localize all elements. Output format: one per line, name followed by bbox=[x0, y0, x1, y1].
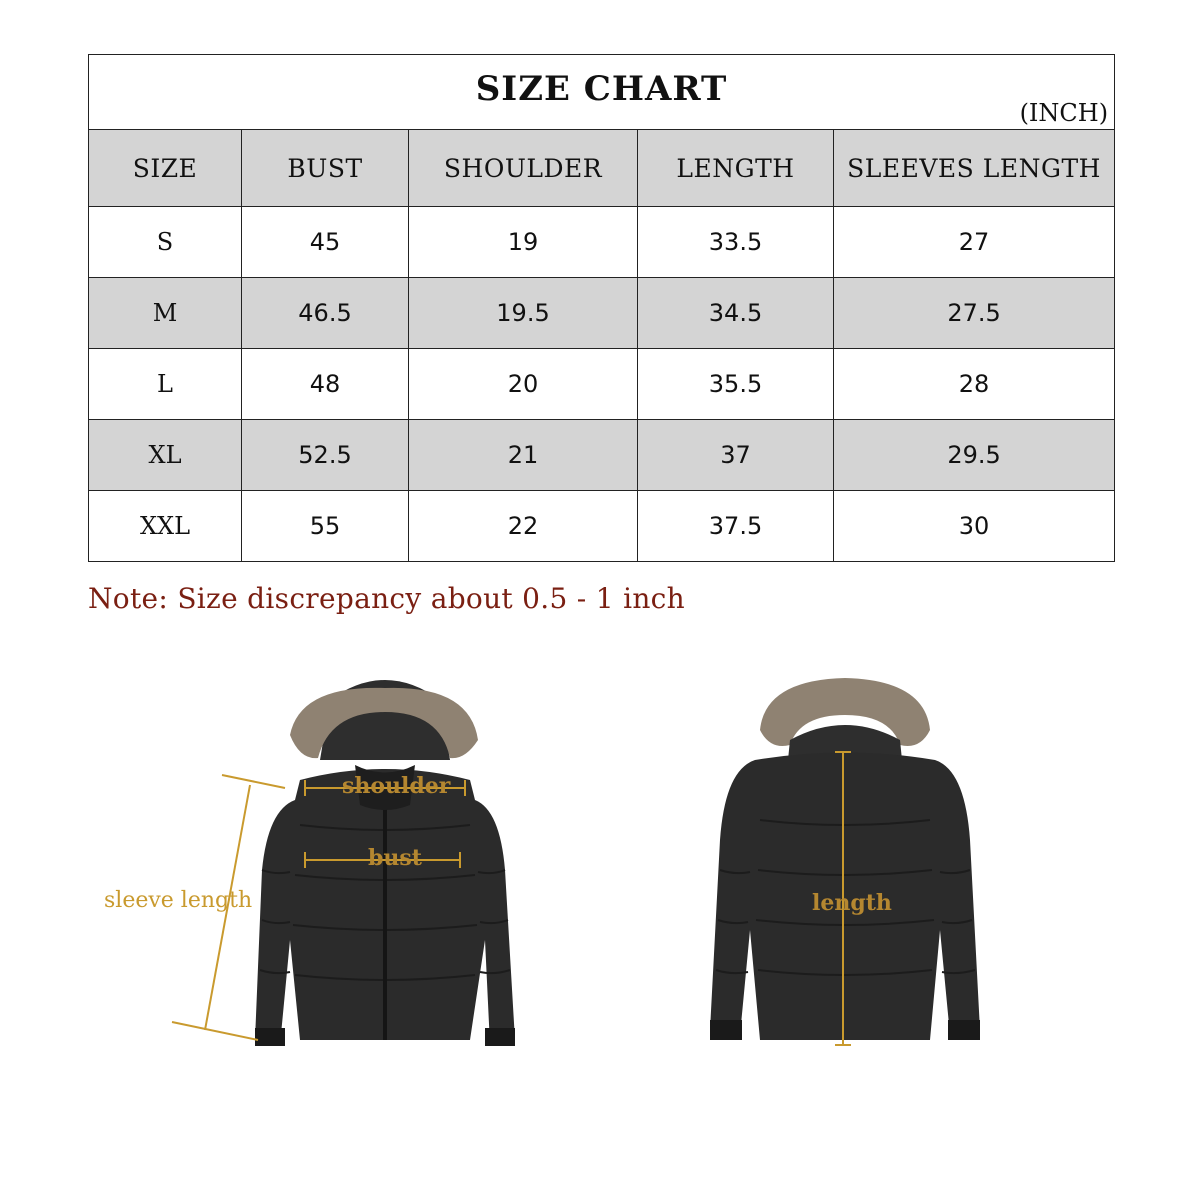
sleeves-length-cell: 27 bbox=[834, 207, 1115, 278]
header-bust: BUST bbox=[242, 130, 409, 207]
size-cell: M bbox=[89, 278, 242, 349]
chart-title-cell bbox=[89, 55, 1115, 130]
size-cell: L bbox=[89, 349, 242, 420]
sleeves-length-cell: 28 bbox=[834, 349, 1115, 420]
sleeves-length-cell: 27.5 bbox=[834, 278, 1115, 349]
table-row bbox=[89, 491, 1115, 562]
shoulder-cell: 19 bbox=[409, 207, 638, 278]
chart-title: SIZE CHART bbox=[475, 69, 728, 109]
jacket-illustrations bbox=[0, 640, 1200, 1100]
header-sleeves-length: SLEEVES LENGTH bbox=[834, 130, 1115, 207]
sleeves-length-cell: 29.5 bbox=[834, 420, 1115, 491]
size-chart-table bbox=[88, 54, 1115, 562]
length-cell: 37 bbox=[638, 420, 834, 491]
bust-cell: 48 bbox=[242, 349, 409, 420]
jacket-drawing bbox=[0, 640, 1200, 1100]
shoulder-cell: 19.5 bbox=[409, 278, 638, 349]
length-cell: 35.5 bbox=[638, 349, 834, 420]
bust-cell: 52.5 bbox=[242, 420, 409, 491]
table-row bbox=[89, 349, 1115, 420]
bust-cell: 55 bbox=[242, 491, 409, 562]
length-cell: 33.5 bbox=[638, 207, 834, 278]
size-cell: XL bbox=[89, 420, 242, 491]
sleeves-length-cell: 30 bbox=[834, 491, 1115, 562]
size-cell: XXL bbox=[89, 491, 242, 562]
length-cell: 37.5 bbox=[638, 491, 834, 562]
length-label: length bbox=[812, 890, 892, 916]
bust-cell: 46.5 bbox=[242, 278, 409, 349]
length-cell: 34.5 bbox=[638, 278, 834, 349]
header-length: LENGTH bbox=[638, 130, 834, 207]
table-row bbox=[89, 420, 1115, 491]
header-row bbox=[89, 130, 1115, 207]
header-shoulder: SHOULDER bbox=[409, 130, 638, 207]
front-jacket-illustration bbox=[172, 680, 515, 1046]
size-cell: S bbox=[89, 207, 242, 278]
header-size: SIZE bbox=[89, 130, 242, 207]
shoulder-cell: 22 bbox=[409, 491, 638, 562]
back-jacket-illustration bbox=[710, 678, 980, 1045]
shoulder-label: shoulder bbox=[342, 773, 451, 799]
chart-unit: (INCH) bbox=[1019, 99, 1109, 127]
bust-cell: 45 bbox=[242, 207, 409, 278]
shoulder-cell: 20 bbox=[409, 349, 638, 420]
shoulder-cell: 21 bbox=[409, 420, 638, 491]
bust-label: bust bbox=[368, 845, 422, 871]
size-note: Note: Size discrepancy about 0.5 - 1 inch bbox=[88, 582, 685, 615]
table-row bbox=[89, 278, 1115, 349]
sleeve-length-label: sleeve length bbox=[104, 888, 253, 913]
table-row bbox=[89, 207, 1115, 278]
